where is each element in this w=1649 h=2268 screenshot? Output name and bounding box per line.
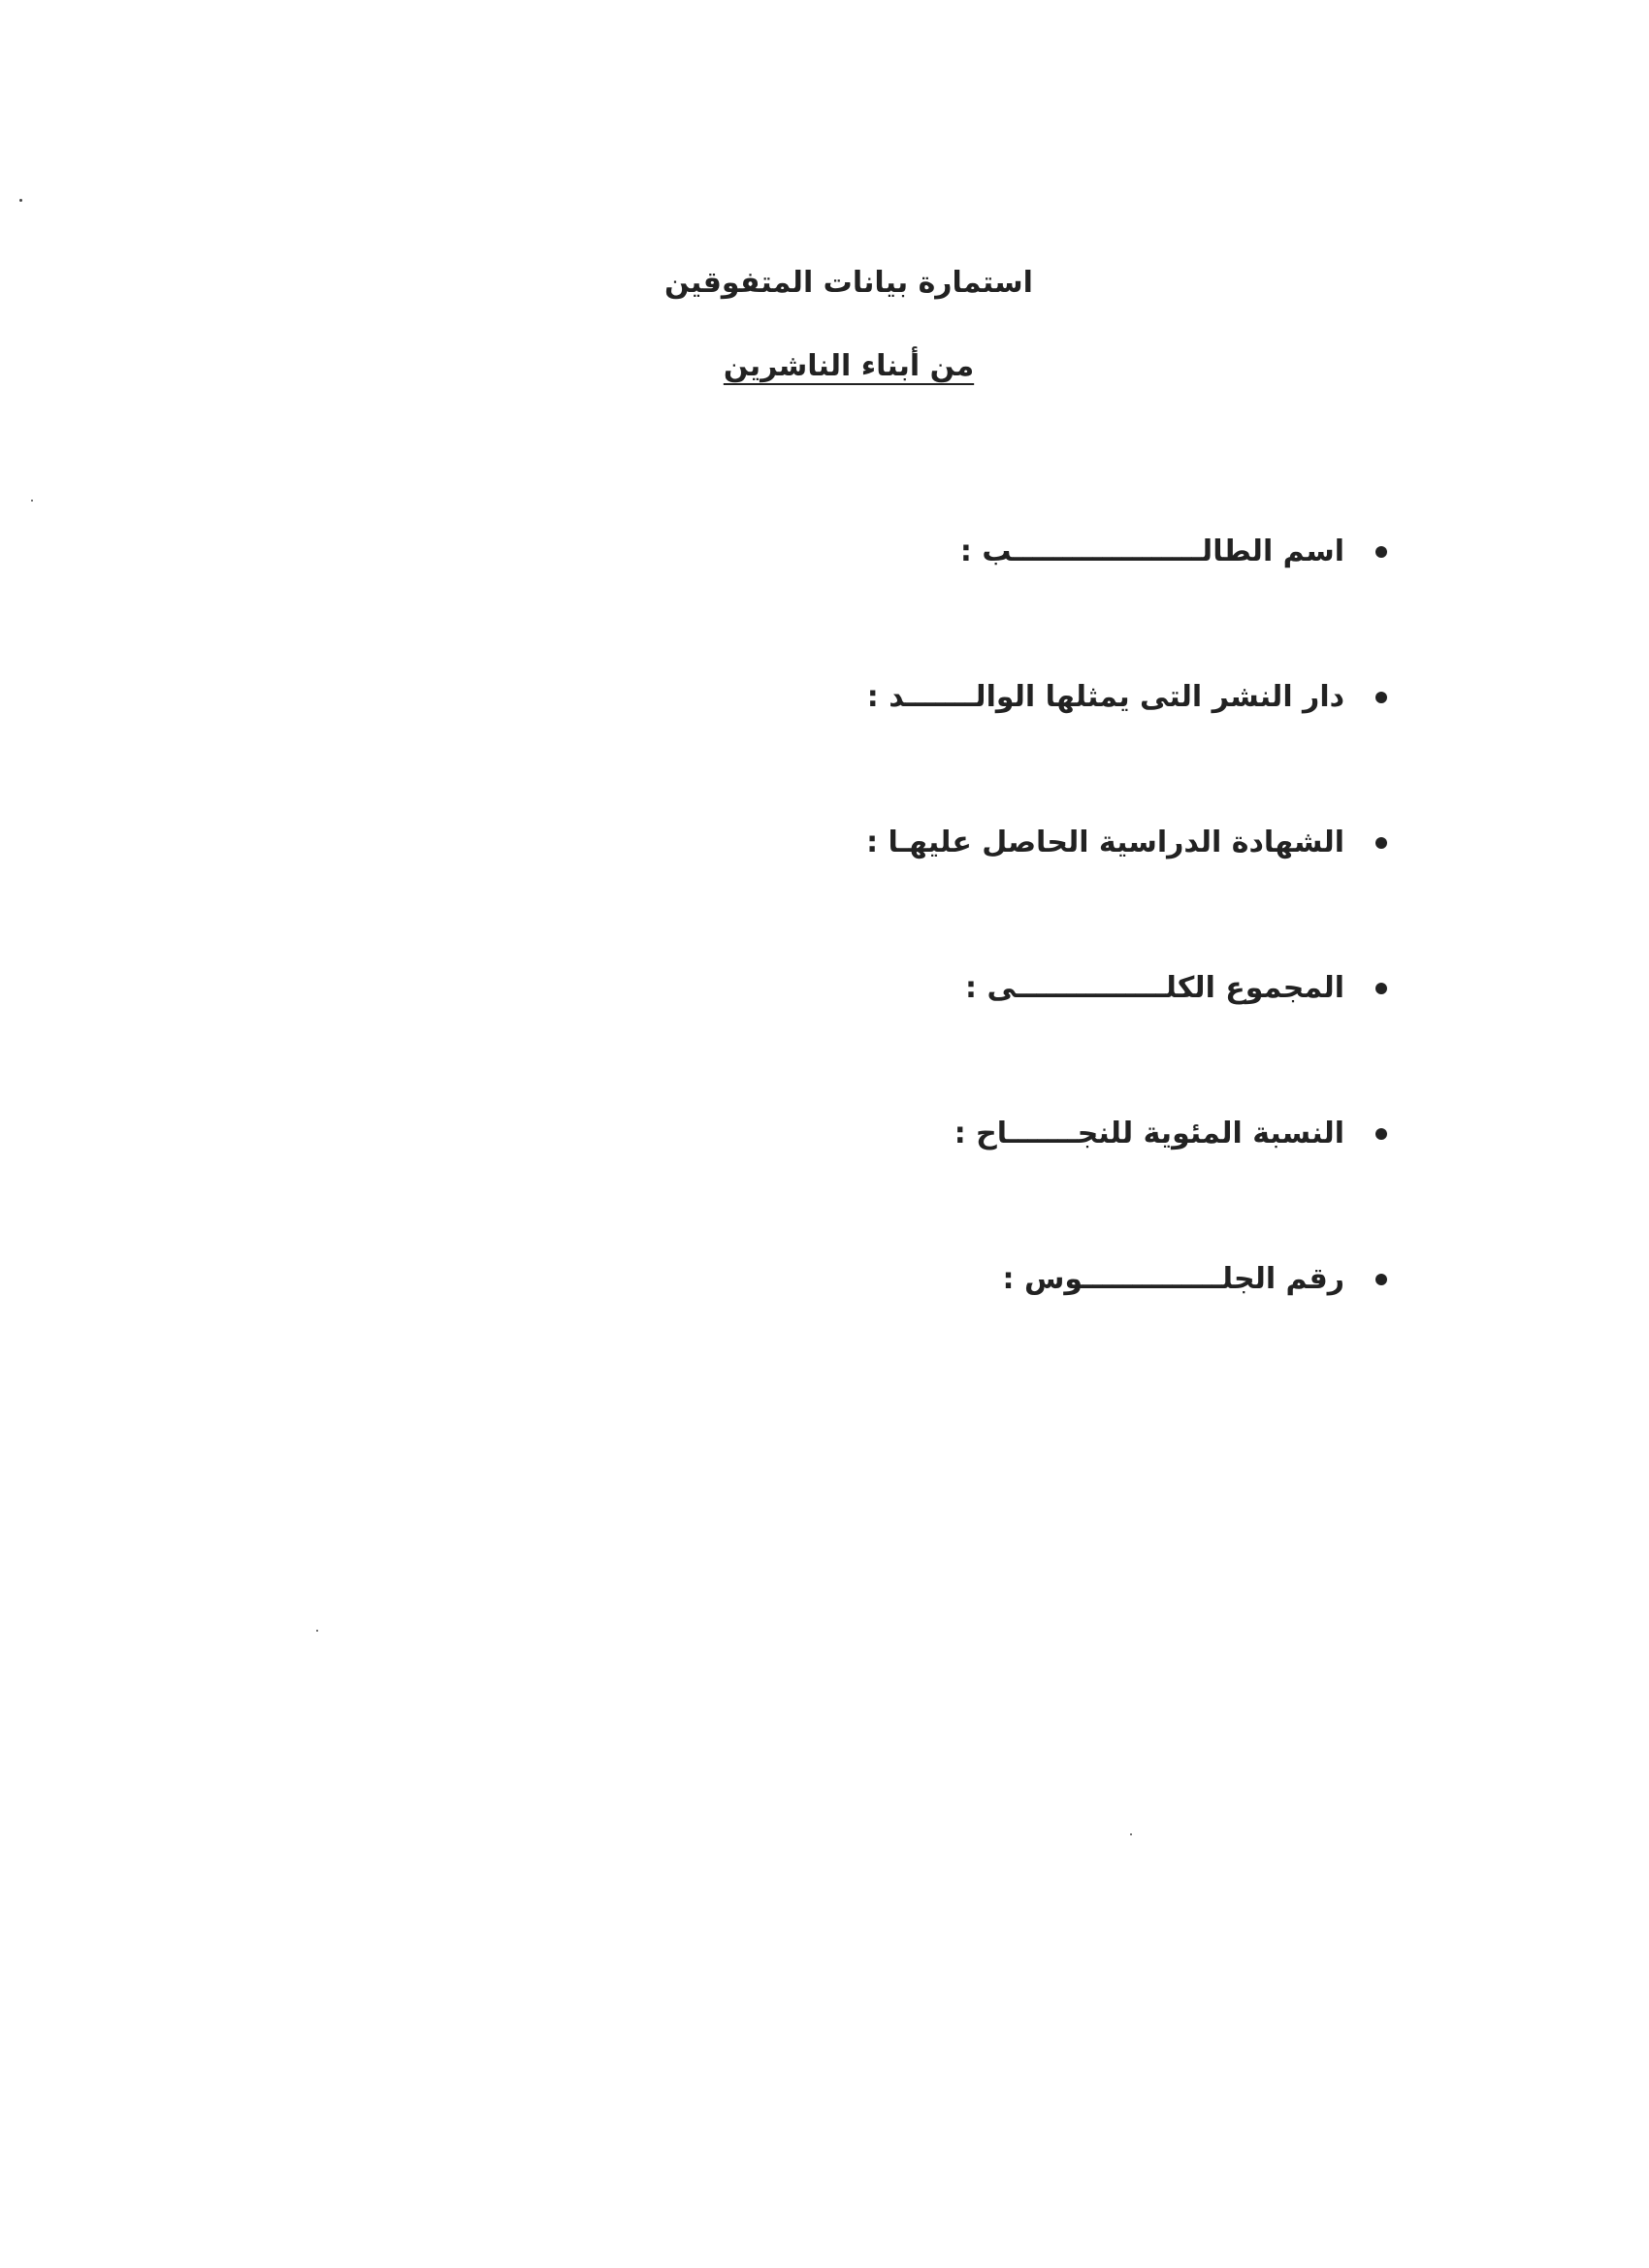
bullet-icon xyxy=(1375,1128,1387,1140)
bullet-icon xyxy=(1375,1274,1387,1285)
bullet-icon xyxy=(1375,546,1387,558)
bullet-icon xyxy=(1375,692,1387,703)
scan-speck xyxy=(1130,1833,1132,1835)
scan-speck xyxy=(316,1630,318,1632)
scan-speck xyxy=(19,199,22,202)
field-label: دار النشر التى يمثلها الوالـــــــد : xyxy=(866,680,1344,714)
field-label: الشهادة الدراسية الحاصل عليهـا : xyxy=(866,826,1344,859)
field-seat-number xyxy=(514,1256,1387,1402)
field-publishing-house xyxy=(514,674,1387,820)
field-label: اسم الطالـــــــــــــــــــب : xyxy=(959,535,1344,568)
field-label: المجموع الكلـــــــــــــــى : xyxy=(965,971,1344,1005)
field-label: النسبة المئوية للنجـــــــاح : xyxy=(954,1117,1344,1150)
field-success-percentage xyxy=(514,1111,1387,1256)
form-title: استمارة بيانات المتفوقين xyxy=(664,266,1033,300)
field-student-name xyxy=(514,529,1387,674)
field-total-score xyxy=(514,965,1387,1111)
field-list xyxy=(514,529,1387,1402)
scan-speck xyxy=(31,500,33,502)
form-subtitle: من أبناء الناشرين xyxy=(723,349,975,383)
bullet-icon xyxy=(1375,983,1387,994)
field-label: رقم الجلــــــــــــــوس : xyxy=(1002,1262,1344,1296)
field-certificate xyxy=(514,820,1387,965)
bullet-icon xyxy=(1375,837,1387,849)
